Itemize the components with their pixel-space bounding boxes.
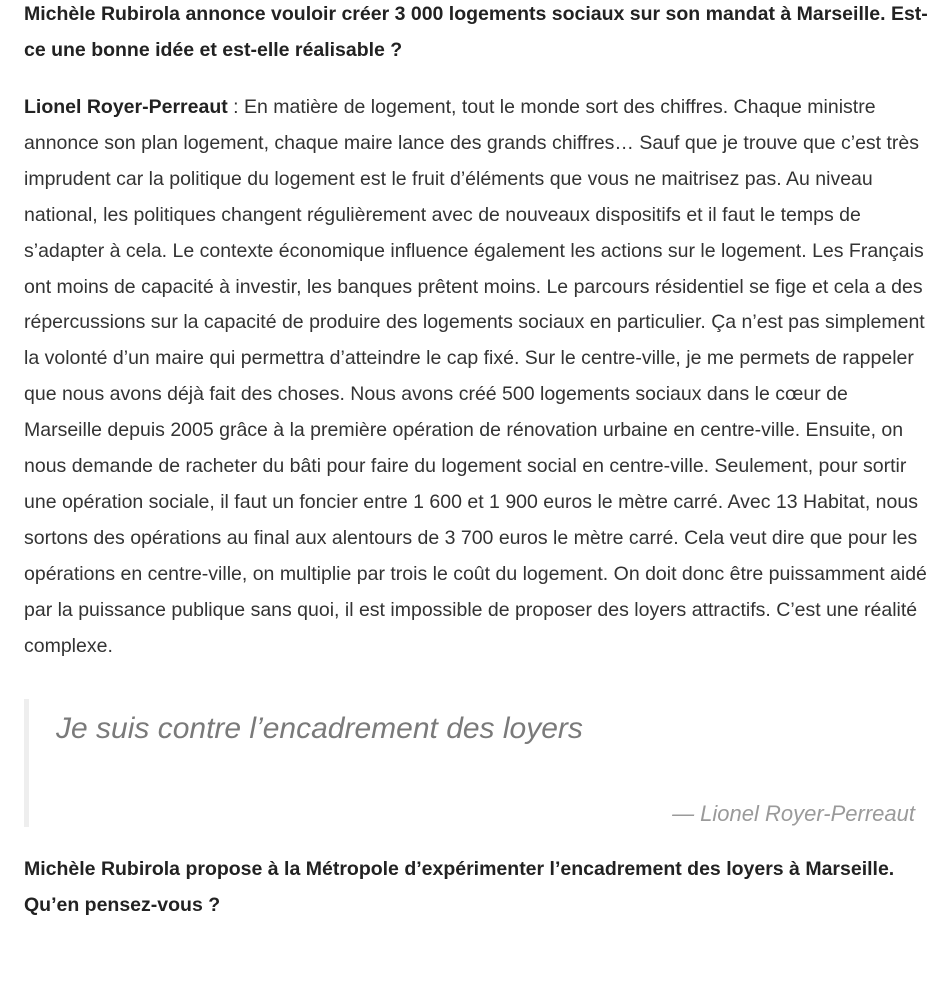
interview-question: Michèle Rubirola propose à la Métropole d’expérimenter l’encadrement des loyers à Marseille. Qu’en pensez-vous ?	[24, 857, 895, 916]
pull-quote	[24, 699, 931, 827]
speaker-name: Lionel Royer-Perreaut	[24, 96, 228, 118]
interview-answer	[24, 90, 931, 665]
interview-question: Michèle Rubirola annonce vouloir créer 3 000 logements sociaux sur son mandat à Marseille. Est-ce une bonne idée et est-elle réalisable ?	[24, 3, 928, 61]
pull-quote-text: Je suis contre l’encadrement des loyers	[56, 711, 583, 745]
pull-quote-attribution: — Lionel Royer-Perreaut	[672, 800, 915, 826]
answer-text: : En matière de logement, tout le monde sort des chiffres. Chaque ministre annonce son plan logement, chaque maire lance des grands chiffres… Sauf que je trouve que c’est très imprudent car la politique du logement est le fruit d’éléments que vous ne maitrisez pas. Au niveau national, les politiques changent régulièrement avec de nouveaux dispositifs et il faut le temps de s’adapter à cela. Le contexte économique influence également les actions sur le logement. Les Français ont moins de capacité à investir, les banques prêtent moins. Le parcours résidentiel se fige et cela a des répercussions sur la capacité de produire des logements sociaux en particulier. Ça n’est pas simplement la volonté d’un maire qui permettra d’atteindre le cap fixé. Sur le centre-ville, je me permets de rappeler que nous avons déjà fait des choses. Nous avons créé 500 logements sociaux dans le cœur de Marseille depuis 2005 grâce à la première opération de rénovation urbaine en centre-ville. Ensuite, on nous demande de racheter du bâti pour faire du logement social en centre-ville. Seulement, pour sortir une opération sociale, il faut un foncier entre 1 600 et 1 900 euros le mètre carré. Avec 13 Habitat, nous sortons des opérations au final aux alentours de 3 700 euros le mètre carré. Cela veut dire que pour les opérations en centre-ville, on multiplie par trois le coût du logement. On doit donc être puissamment aidé par la puissance publique sans quoi, il est impossible de proposer des loyers attractifs. C’est une réalité complexe.	[24, 96, 927, 657]
